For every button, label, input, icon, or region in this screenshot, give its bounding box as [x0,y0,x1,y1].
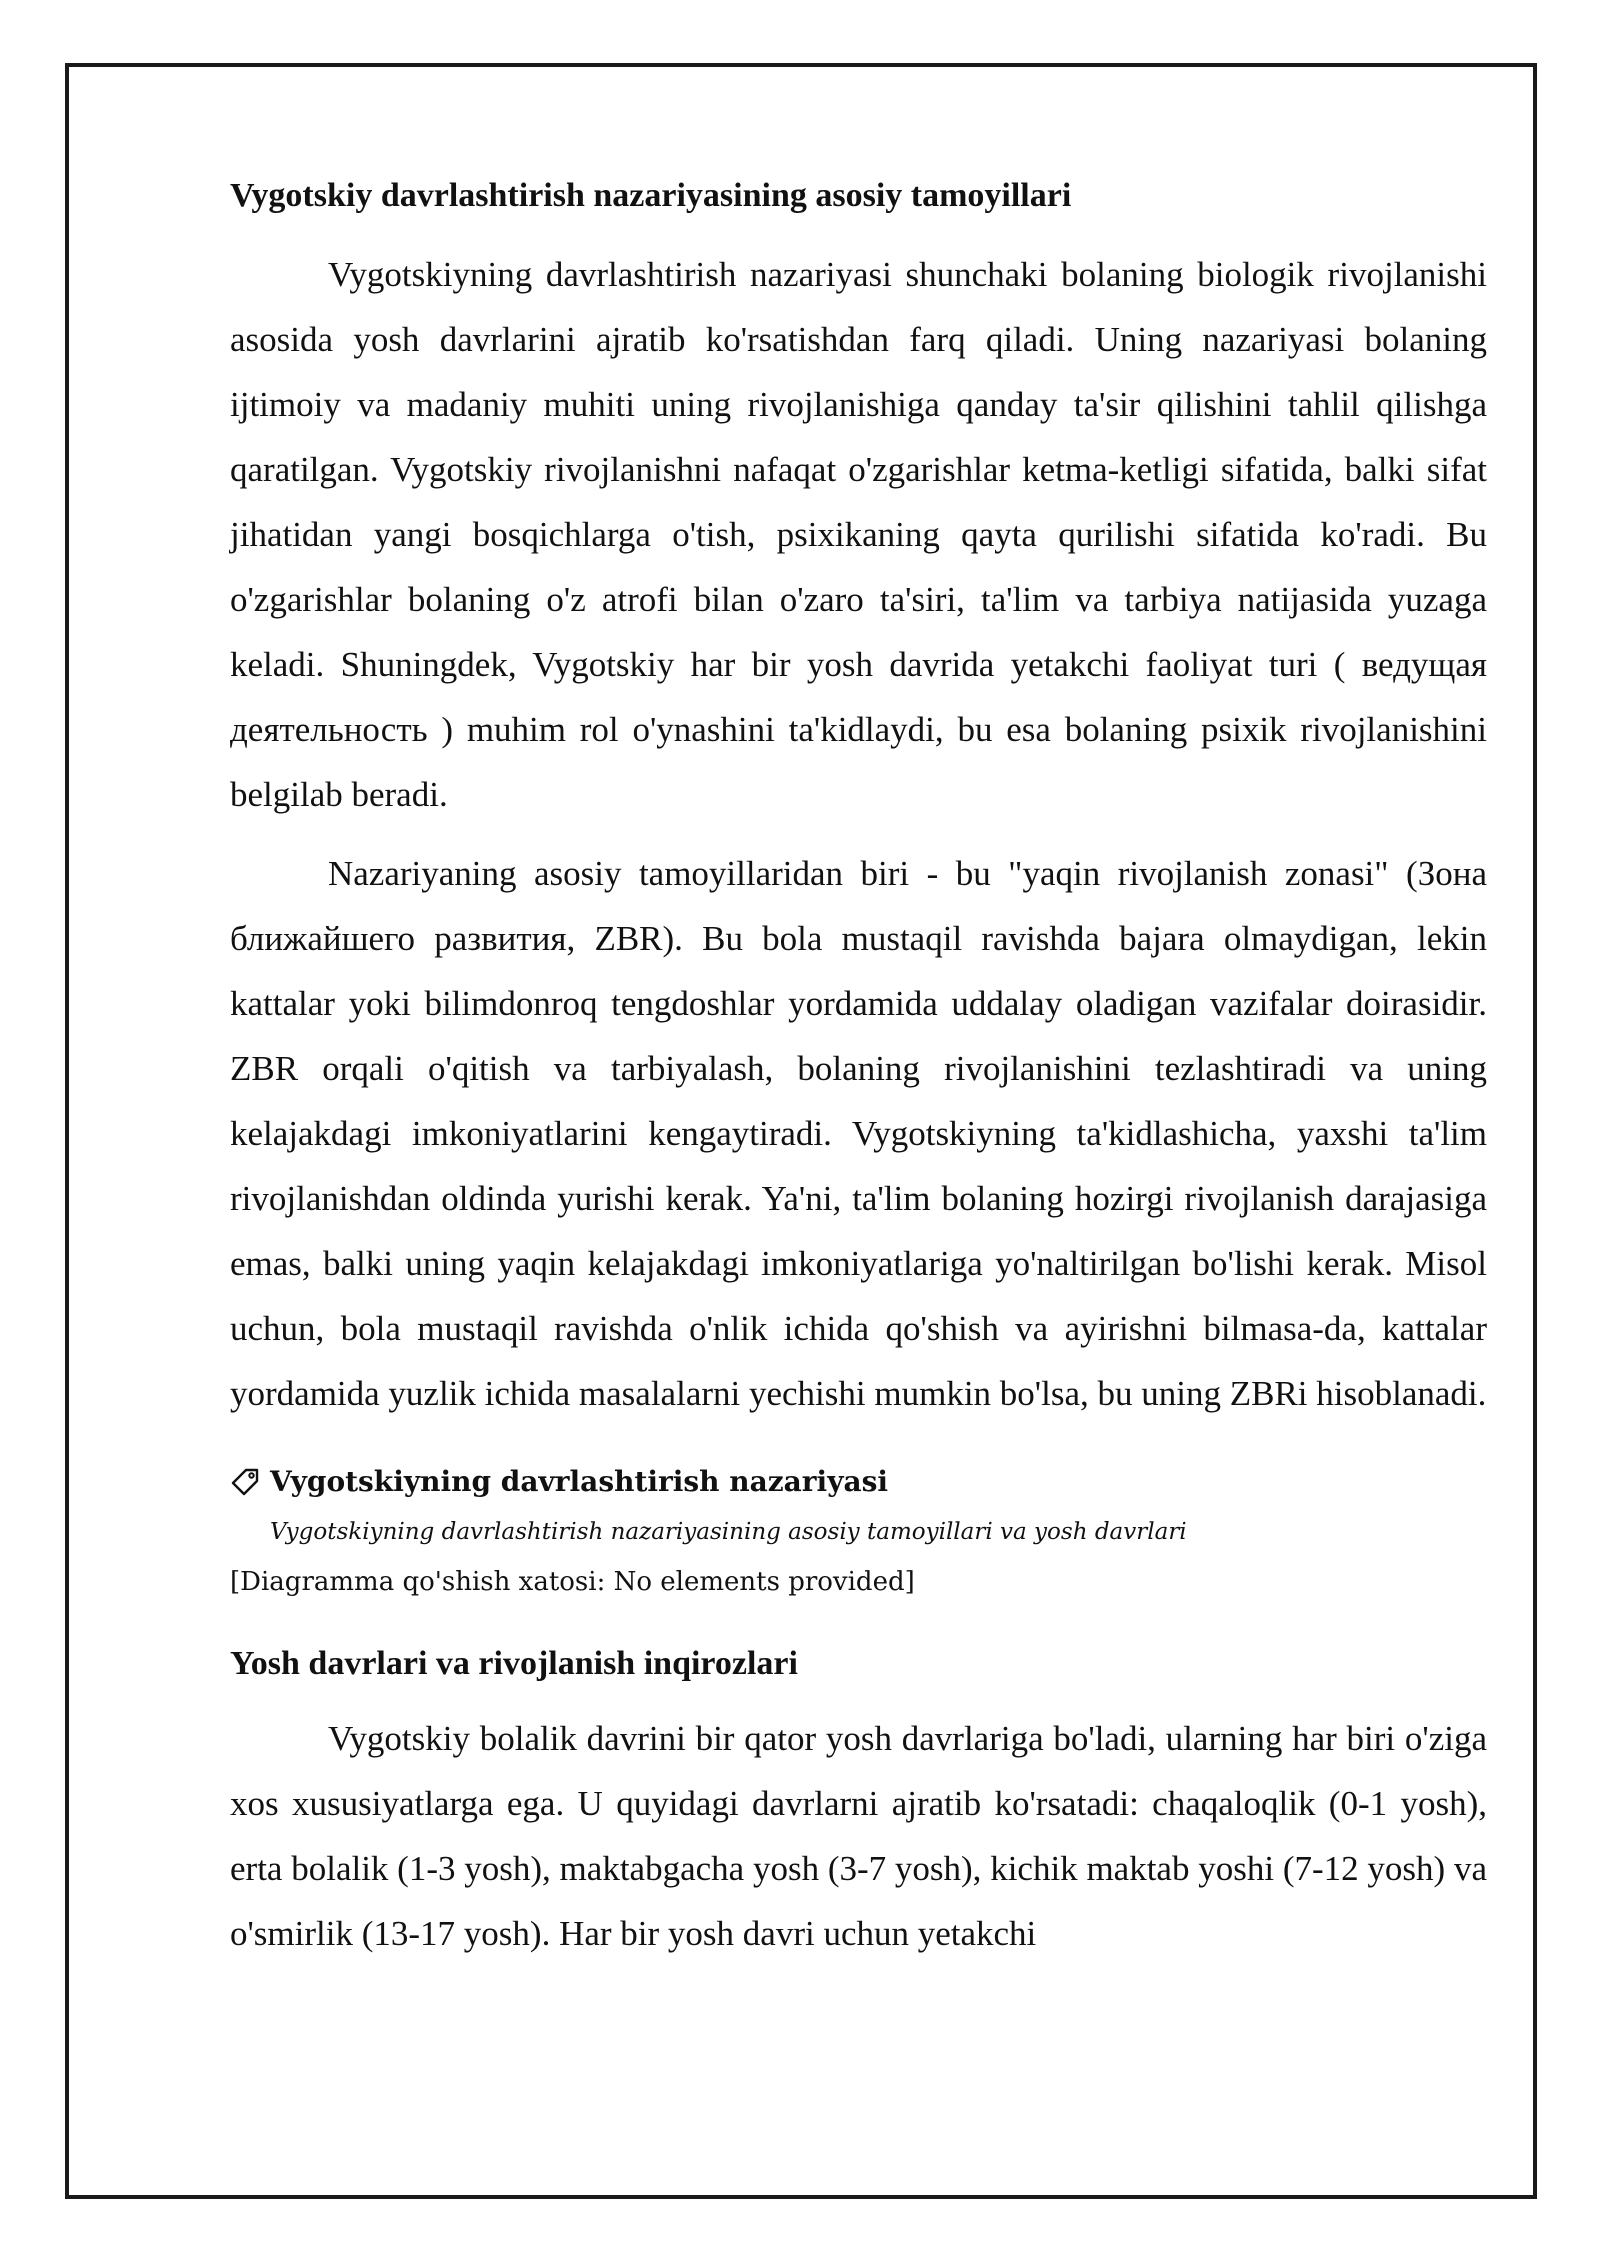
section-heading: Vygotskiy davrlashtirish nazariyasining asosiy tamoyillari [230,177,1072,214]
paragraph: Vygotskiy bolalik davrini bir qator yosh davrlariga bo'ladi, ularning har biri o'ziga xos xususiyatlarga ega. U quyidagi davrlarni ajratib ko'rsatadi: chaqaloqlik (0-1 yosh), erta bolalik (1-3 yosh), maktabgacha yosh (3-7 yosh), kichik maktab yoshi (7-12 yosh) va o'smirlik (13-17 yosh). Har bir yosh davri uchun yetakchi [230,1719,1487,1953]
diagram-placeholder [230,1462,1487,1600]
paragraph: Nazariyaning asosiy tamoyillaridan biri - bu "yaqin rivojlanish zonasi" (Зона ближайшего развития, ZBR). Bu bola mustaqil ravishda bajara olmaydigan, lekin kattalar yoki bilimdonroq tengdoshlar yordamida uddalay oladigan vazifalar doirasidir. ZBR orqali o'qitish va tarbiyalash, bolaning rivojlanishini tezlashtiradi va uning kelajakdagi imkoniyatlarini kengaytiradi. Vygotskiyning ta'kidlashicha, yaxshi ta'lim rivojlanishdan oldinda yurishi kerak. Ya'ni, ta'lim bolaning hozirgi rivojlanish darajasiga emas, balki uning yaqin kelajakdagi imkoniyatlariga yo'naltirilgan bo'lishi kerak. Misol uchun, bola mustaqil ravishda o'nlik ichida qo'shish va ayirishni bilmasa-da, kattalar yordamida yuzlik ichida masalalarni yechishi mumkin bo'lsa, bu uning ZBRi hisoblanadi. [230,854,1487,1413]
diagram-subtitle: Vygotskiyning davrlashtirish nazariyasining asosiy tamoyillari va yosh davrlari [270,1519,1187,1545]
document-body [230,172,1487,1980]
section-heading: Yosh davrlari va rivojlanish inqirozlari [230,1645,798,1682]
paragraph: Vygotskiyning davrlashtirish nazariyasi shunchaki bolaning biologik rivojlanishi asosida yosh davrlarini ajratib ko'rsatishdan farq qiladi. Uning nazariyasi bolaning ijtimoiy va madaniy muhiti uning rivojlanishiga qanday ta'sir qilishini tahlil qilishga qaratilgan. Vygotskiy rivojlanishni nafaqat o'zgarishlar ketma-ketligi sifatida, balki sifat jihatidan yangi bosqichlarga o'tish, psixikaning qayta qurilishi sifatida ko'radi. Bu o'zgarishlar bolaning o'z atrofi bilan o'zaro ta'siri, ta'lim va tarbiya natijasida yuzaga keladi. Shuningdek, Vygotskiy har bir yosh davrida yetakchi faoliyat turi ( ведущая деятельность ) muhim rol o'ynashini ta'kidlaydi, bu esa bolaning psixik rivojlanishini belgilab beradi. [230,255,1487,814]
diagram-title-text: Vygotskiyning davrlashtirish nazariyasi [270,1465,889,1498]
diagram-title [230,1462,1487,1502]
diagram-error-message: [Diagramma qo'shish xatosi: No elements provided] [230,1567,915,1597]
tag-icon [230,1467,260,1497]
